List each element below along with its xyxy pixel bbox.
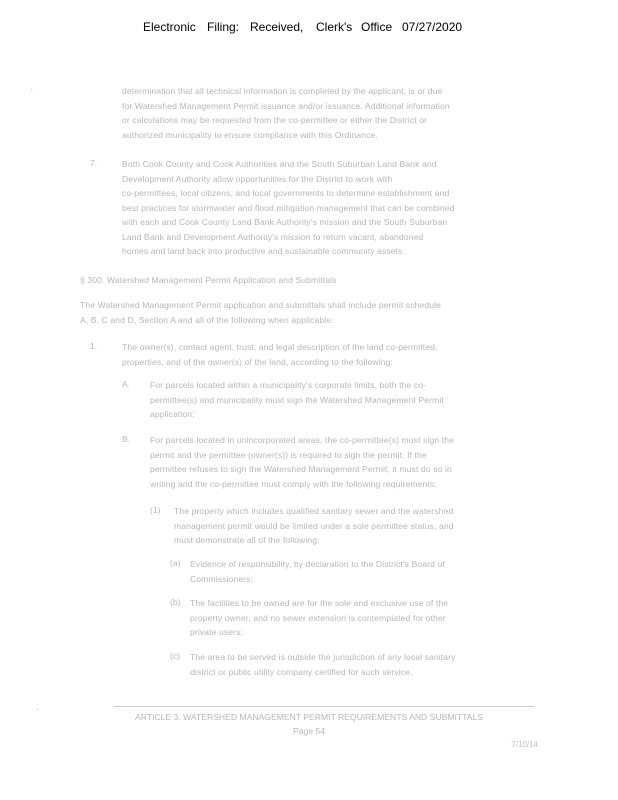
text-line: Evidence of responsibility, by declaration to the District's Board of xyxy=(190,559,445,569)
item-number: 1. xyxy=(90,341,98,351)
text-line: For parcels located in unincorporated areas, the co-permittee(s) must sign the xyxy=(150,435,454,445)
sub-item-1-paragraph xyxy=(174,504,454,548)
text-line: The area to be served is outside the jurisdiction of any local sanitary xyxy=(190,652,456,662)
text-line: Commissioners; xyxy=(190,573,253,584)
filing-stamp-word: Received, xyxy=(250,20,304,34)
item-b-paragraph xyxy=(150,433,454,491)
footer-rule xyxy=(114,706,534,707)
section-heading xyxy=(80,273,337,288)
text-line: district or public utility company certified for such service. xyxy=(190,666,413,677)
text-line: authorized municipality to ensure compliance with this Ordinance. xyxy=(122,129,378,140)
item-7-paragraph xyxy=(122,157,455,259)
text-line: permit and the permittee (owner(s)) is required to sign the permit. If the xyxy=(150,449,427,460)
text-line: property owner, and no sewer extension is contemplated for other xyxy=(190,612,446,623)
text-line: For parcels located within a municipality's corporate limits, both the co- xyxy=(150,380,427,390)
scan-speck: · xyxy=(30,84,34,95)
sub-item-b-paragraph xyxy=(190,596,448,640)
intro-paragraph xyxy=(122,84,450,142)
sub-item-marker: (a) xyxy=(170,558,181,568)
item-letter: B. xyxy=(122,434,131,444)
text-line: The property which includes qualified sanitary sewer and the watershed xyxy=(174,506,454,516)
text-line: co-permittees, local citizens, and local governments to determine establishment and xyxy=(122,188,450,198)
sub-item-marker: (b) xyxy=(170,597,181,607)
text-line: determination that all technical information is completed by the applicant, is or due xyxy=(122,86,443,96)
text-line: Both Cook County and Cook Authorities and the South Suburban Land Bank and xyxy=(122,159,437,169)
text-line: must demonstrate all of the following: xyxy=(174,535,320,545)
text-line: with each and Cook County Land Bank Authority's mission and the South Suburban xyxy=(122,217,448,227)
section-intro xyxy=(80,298,441,327)
text-line: management permit would be limited under a sole permittee status, and xyxy=(174,520,454,531)
footer-page-number: Page 54 xyxy=(292,726,326,736)
item-1-paragraph xyxy=(122,340,437,369)
filing-stamp-word: Office xyxy=(361,20,393,34)
scan-speck: · xyxy=(36,704,40,715)
filing-stamp-word: Filing: xyxy=(207,20,240,34)
text-line: for Watershed Management Permit issuance and/or issuance. Additional information xyxy=(122,100,450,111)
heading-text: § 300. Watershed Management Permit Application and Submittals xyxy=(80,275,337,285)
text-line: best practices for stormwater and flood mitigation management that can be combined xyxy=(122,202,455,213)
sub-item-c-paragraph xyxy=(190,650,456,679)
text-line: The owner(s), contact agent, trust, and legal description of the land co-permitted, xyxy=(122,342,438,352)
text-line: properties, and of the owner(s) of the land, according to the following: xyxy=(122,356,393,367)
sub-item-marker: (c) xyxy=(170,651,181,661)
sub-item-marker: (1) xyxy=(150,505,161,515)
item-a-paragraph xyxy=(150,378,444,422)
text-line: writing and the co-permittee must comply with the following requirements: xyxy=(150,478,437,489)
footer-date: 7/10/14 xyxy=(511,740,538,749)
text-line: permittee refuses to sign the Watershed Management Permit, it must do so in xyxy=(150,464,452,474)
filing-stamp xyxy=(0,20,618,38)
text-line: or calculations may be requested from the co-permittee or either the District or xyxy=(122,115,428,125)
filing-stamp-word: Clerk's xyxy=(316,20,353,34)
text-line: The facilities to be owned are for the sole and exclusive use of the xyxy=(190,598,449,608)
text-line: A, B, C and D, Section A and all of the following when applicable: xyxy=(80,314,334,325)
footer-title: ARTICLE 3. WATERSHED MANAGEMENT PERMIT REQUIREMENTS AND SUBMITTALS xyxy=(135,712,483,722)
filing-stamp-date: 07/27/2020 xyxy=(402,20,463,34)
text-line: application; xyxy=(150,409,195,419)
text-line: Land Bank and Development Authority's mission to return vacant, abandoned xyxy=(122,231,424,242)
filing-stamp-word: Electronic xyxy=(143,20,196,34)
text-line: homes and land back into productive and sustainable community assets. xyxy=(122,246,406,256)
text-line: permittee(s) and municipality must sign the Watershed Management Permit xyxy=(150,394,444,405)
sub-item-a-paragraph xyxy=(190,557,445,586)
item-number: 7. xyxy=(90,158,98,168)
text-line: The Watershed Management Permit application and submittals shall include permit schedule xyxy=(80,300,442,310)
item-letter: A. xyxy=(122,379,131,389)
text-line: private users; xyxy=(190,627,243,637)
text-line: Development Authority allow opportunities for the District to work with xyxy=(122,173,393,184)
